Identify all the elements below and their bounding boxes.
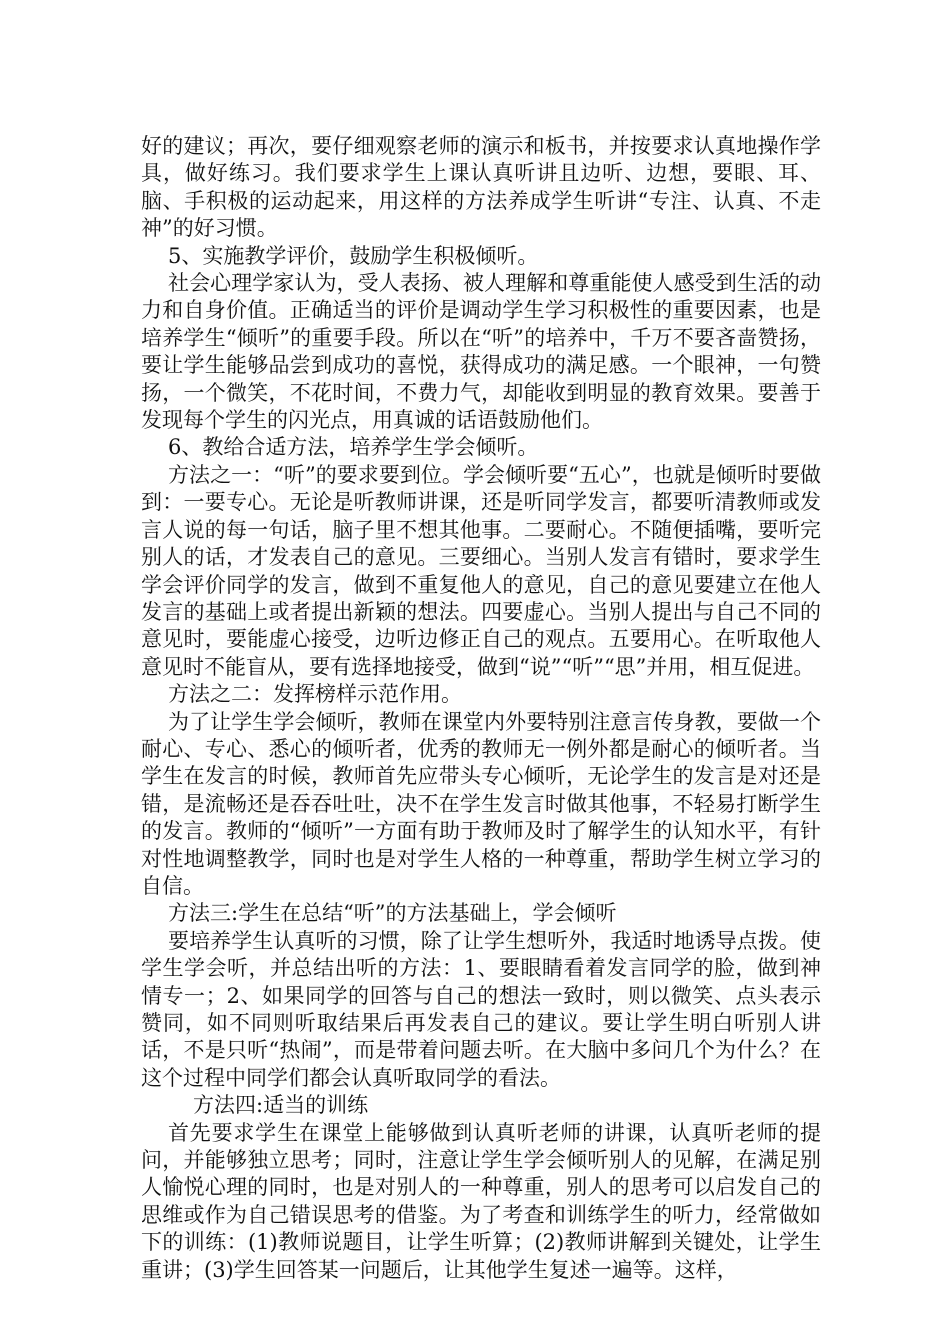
heading-method-2: 方法之二：发挥榜样示范作用。 xyxy=(168,682,462,707)
paragraph-method-4: 首先要求学生在课堂上能够做到认真听老师的讲课，认真听老师的提问，并能够独立思考；同时，注意让学生学会倾听别人的见解，在满足别人愉悦心理的同时，也是对别人的一种尊重，别人的思考可以启发自己的思维或作为自己错误思考的借鉴。为了考查和训练学生的听力，经常做如下的训练：(1)教师说题目，让学生听算；(2)教师讲解到关键处，让学生重讲；(3)学生回答某一问题后，让其他学生复述一遍等。这样， xyxy=(141,1120,821,1282)
paragraph-method-3: 要培养学生认真听的习惯，除了让学生想听外，我适时地诱导点拨。使学生学会听，并总结出听的方法：1、要眼睛看着发言同学的脸，做到神情专一；2、如果同学的回答与自己的想法一致时，则以微笑、点头表示赞同，如不同则听取结果后再发表自己的建议。要让学生明白听别人讲话，不是只听“热闹”，而是带着问题去听。在大脑中多问几个为什么？在这个过程中同学们都会认真听取同学的看法。 xyxy=(141,928,821,1090)
paragraph-continuation: 好的建议；再次，要仔细观察老师的演示和板书，并按要求认真地操作学具，做好练习。我们要求学生上课认真听讲且边听、边想，要眼、耳、脑、手积极的运动起来，用这样的方法养成学生听讲“专注、认真、不走神”的好习惯。 xyxy=(141,134,821,241)
document-body xyxy=(141,133,821,1284)
heading-section-6: 6、教给合适方法，培养学生学会倾听。 xyxy=(168,435,539,460)
paragraph-method-1: 方法之一：“听”的要求要到位。学会倾听要“五心”，也就是倾听时要做到：一要专心。无论是听教师讲课，还是听同学发言，都要听清教师或发言人说的每一句话，脑子里不想其他事。二要耐心。不随便插嘴，要听完别人的话，才发表自己的意见。三要细心。当别人发言有错时，要求学生学会评价同学的发言，做到不重复他人的意见，自己的意见要建立在他人发言的基础上或者提出新颖的想法。四要虚心。当别人提出与自己不同的意见时，要能虚心接受，边听边修正自己的观点。五要用心。在听取他人意见时不能盲从，要有选择地接受，做到“说”“听”“思”并用，相互促进。 xyxy=(141,462,821,679)
paragraph-evaluation: 社会心理学家认为，受人表扬、被人理解和尊重能使人感受到生活的动力和自身价值。正确适当的评价是调动学生学习积极性的重要因素，也是培养学生“倾听”的重要手段。所以在“听”的培养中，千万不要吝啬赞扬，要让学生能够品尝到成功的喜悦，获得成功的满足感。一个眼神，一句赞扬，一个微笑，不花时间，不费力气，却能收到明显的教育效果。要善于发现每个学生的闪光点，用真诚的话语鼓励他们。 xyxy=(141,271,821,433)
heading-method-4: 方法四:适当的训练 xyxy=(193,1093,369,1118)
paragraph-method-2: 为了让学生学会倾听，教师在课堂内外要特别注意言传身教，要做一个耐心、专心、悉心的倾听者，优秀的教师无一例外都是耐心的倾听者。当学生在发言的时候，教师首先应带头专心倾听，无论学生的发言是对还是错，是流畅还是吞吞吐吐，决不在学生发言时做其他事，不轻易打断学生的发言。教师的“倾听”一方面有助于教师及时了解学生的认知水平，有针对性地调整教学，同时也是对学生人格的一种尊重，帮助学生树立学习的自信。 xyxy=(141,709,821,898)
heading-section-5: 5、实施教学评价，鼓励学生积极倾听。 xyxy=(168,243,539,268)
heading-method-3: 方法三:学生在总结“听”的方法基础上，学会倾听 xyxy=(168,901,617,926)
